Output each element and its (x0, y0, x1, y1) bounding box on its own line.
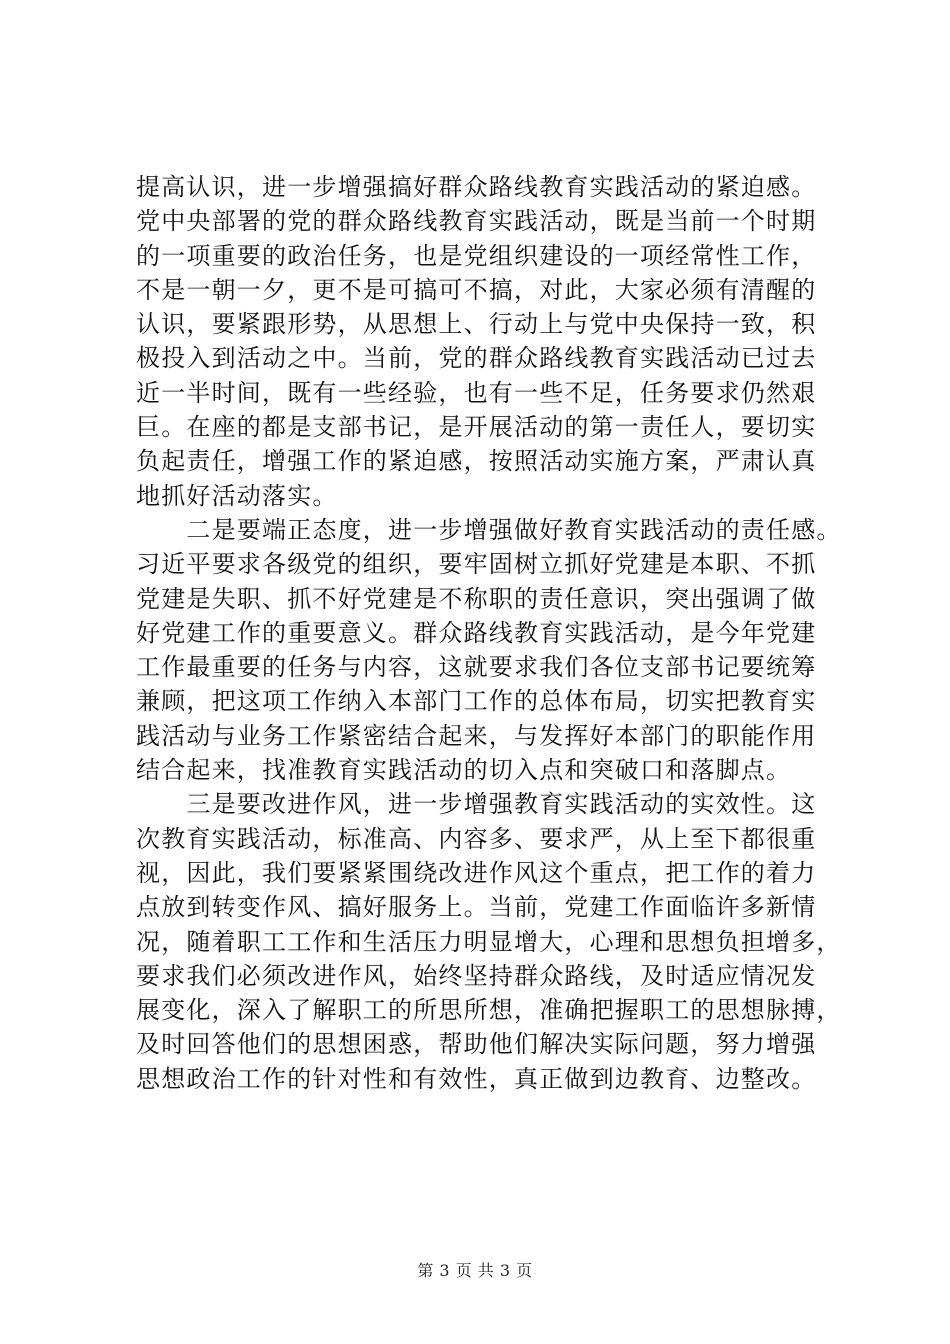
text-line: 提高认识，进一步增强搞好群众路线教育实践活动的紧迫感。 (136, 173, 817, 201)
page-number-footer: 第 3 页 共 3 页 (417, 1261, 533, 1280)
text-line: 地抓好活动落实。 (136, 481, 338, 510)
text-line: 的一项重要的政治任务，也是党组织建设的一项经常性工作， (136, 241, 817, 270)
text-line: 次教育实践活动，标准高、内容多、要求严，从上至下都很重 (136, 824, 817, 853)
text-line: 践活动与业务工作紧密结合起来，与发挥好本部门的职能作用 (136, 721, 817, 750)
text-line: 视，因此，我们要紧紧围绕改进作风这个重点，把工作的着力 (136, 858, 817, 887)
text-line: 近一半时间，既有一些经验，也有一些不足，任务要求仍然艰 (136, 378, 817, 407)
text-line: 好党建工作的重要意义。群众路线教育实践活动，是今年党建 (136, 618, 817, 647)
text-line: 结合起来，找准教育实践活动的切入点和突破口和落脚点。 (136, 756, 792, 785)
text-line: 要求我们必须改进作风，始终坚持群众路线，及时适应情况发 (136, 961, 817, 990)
text-line: 展变化，深入了解职工的所思所想，准确把握职工的思想脉搏， (136, 996, 842, 1025)
body-text (136, 170, 842, 1096)
text-line: 认识，要紧跟形势，从思想上、行动上与党中央保持一致，积 (136, 310, 817, 339)
text-line: 巨。在座的都是支部书记，是开展活动的第一责任人，要切实 (136, 413, 817, 442)
text-line: 思想政治工作的针对性和有效性，真正做到边教育、边整改。 (136, 1064, 817, 1093)
text-line: 负起责任，增强工作的紧迫感，按照活动实施方案，严肃认真 (136, 447, 817, 476)
text-line: 极投入到活动之中。当前，党的群众路线教育实践活动已过去 (136, 344, 817, 373)
text-line: 况，随着职工工作和生活压力明显增大，心理和思想负担增多， (136, 927, 842, 956)
text-line: 兼顾，把这项工作纳入本部门工作的总体布局，切实把教育实 (136, 687, 817, 716)
text-line: 不是一朝一夕，更不是可搞可不搞，对此，大家必须有清醒的 (136, 275, 817, 304)
text-line: 党中央部署的党的群众路线教育实践活动，既是当前一个时期 (136, 207, 817, 236)
text-line: 二是要端正态度，进一步增强做好教育实践活动的责任感。 (136, 515, 842, 544)
text-line: 党建是失职、抓不好党建是不称职的责任意识，突出强调了做 (136, 584, 817, 613)
text-line: 及时回答他们的思想困惑，帮助他们解决实际问题，努力增强 (136, 1030, 817, 1059)
text-line: 习近平要求各级党的组织，要牢固树立抓好党建是本职、不抓 (136, 550, 817, 579)
text-line: 点放到转变作风、搞好服务上。当前，党建工作面临许多新情 (136, 893, 817, 922)
text-line: 三是要改进作风，进一步增强教育实践活动的实效性。这 (136, 790, 817, 819)
text-line: 工作最重要的任务与内容，这就要求我们各位支部书记要统筹 (136, 653, 817, 682)
